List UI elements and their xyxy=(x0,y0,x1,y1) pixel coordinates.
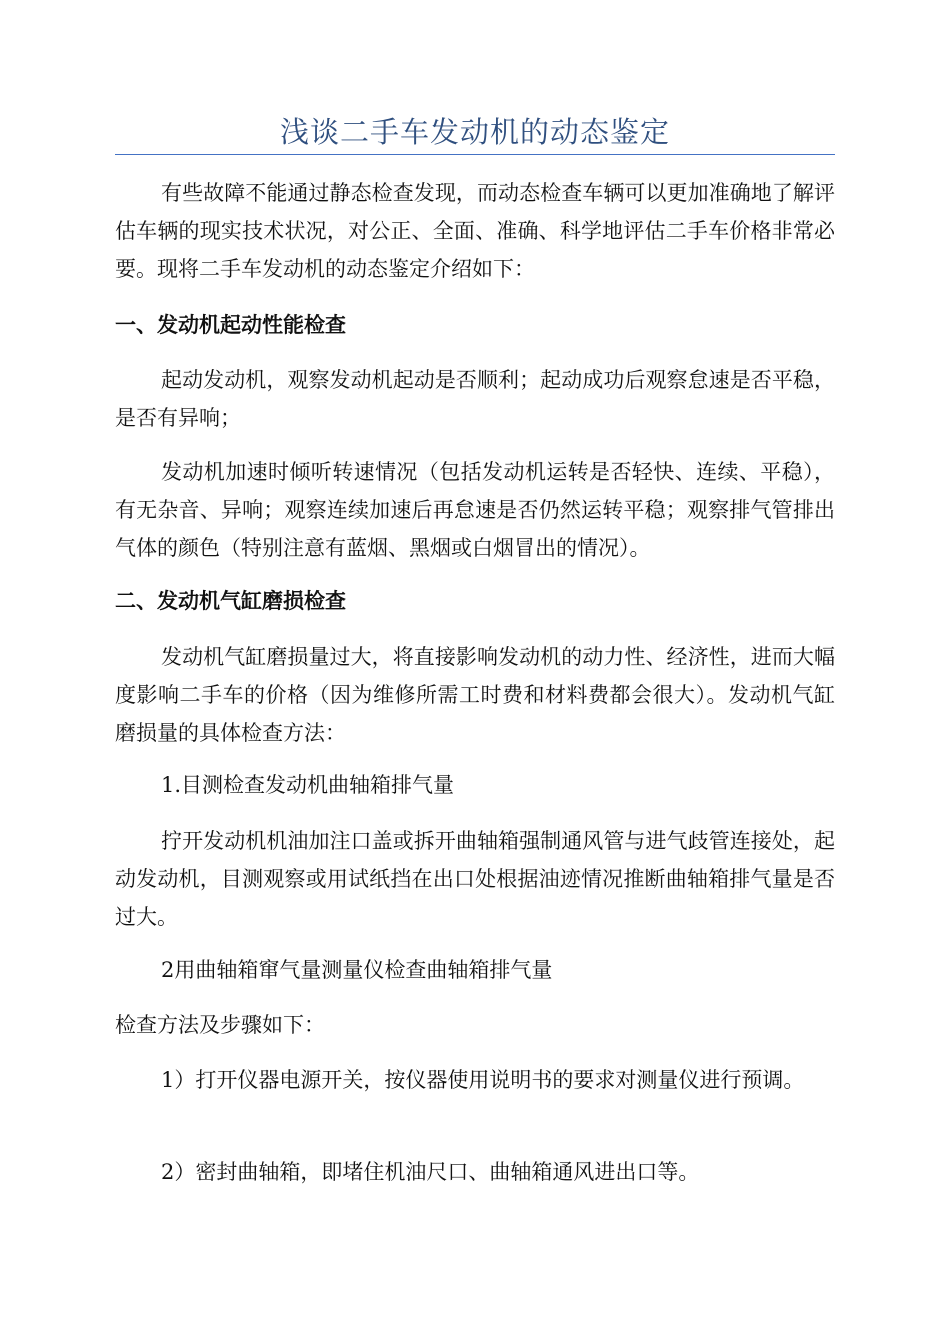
subsection-1-heading: 1.目测检查发动机曲轴箱排气量 xyxy=(161,773,455,797)
intro-paragraph: 有些故障不能通过静态检查发现，而动态检查车辆可以更加准确地了解评估车辆的现实技术状况，对公正、全面、准确、科学地评估二手车价格非常必要。现将二手车发动机的动态鉴定介绍如下： xyxy=(115,181,835,281)
steps-intro: 检查方法及步骤如下： xyxy=(115,1013,325,1037)
step-1: 1）打开仪器电源开关，按仪器使用说明书的要求对测量仪进行预调。 xyxy=(161,1068,805,1092)
step-2: 2）密封曲轴箱，即堵住机油尺口、曲轴箱通风进出口等。 xyxy=(161,1160,700,1184)
section-2-paragraph-1: 发动机气缸磨损量过大，将直接影响发动机的动力性、经济性，进而大幅度影响二手车的价格（因为维修所需工时费和材料费都会很大）。发动机气缸磨损量的具体检查方法： xyxy=(115,645,835,745)
section-1-heading: 一、发动机起动性能检查 xyxy=(115,312,346,337)
page-title: 浅谈二手车发动机的动态鉴定 xyxy=(279,115,670,149)
section-1-paragraph-1: 起动发动机，观察发动机起动是否顺利；起动成功后观察怠速是否平稳，是否有异响； xyxy=(115,368,835,430)
title-underline xyxy=(115,154,835,155)
section-1-paragraph-2: 发动机加速时倾听转速情况（包括发动机运转是否轻快、连续、平稳），有无杂音、异响；观察连续加速后再怠速是否仍然运转平稳；观察排气管排出气体的颜色（特别注意有蓝烟、黑烟或白烟冒出的情况）。 xyxy=(115,460,835,560)
section-2-heading: 二、发动机气缸磨损检查 xyxy=(115,588,346,613)
subsection-2-heading: 2用曲轴箱窜气量测量仪检查曲轴箱排气量 xyxy=(161,958,553,982)
subsection-1-paragraph: 拧开发动机机油加注口盖或拆开曲轴箱强制通风管与进气歧管连接处，起动发动机，目测观察或用试纸挡在出口处根据油迹情况推断曲轴箱排气量是否过大。 xyxy=(115,829,835,929)
